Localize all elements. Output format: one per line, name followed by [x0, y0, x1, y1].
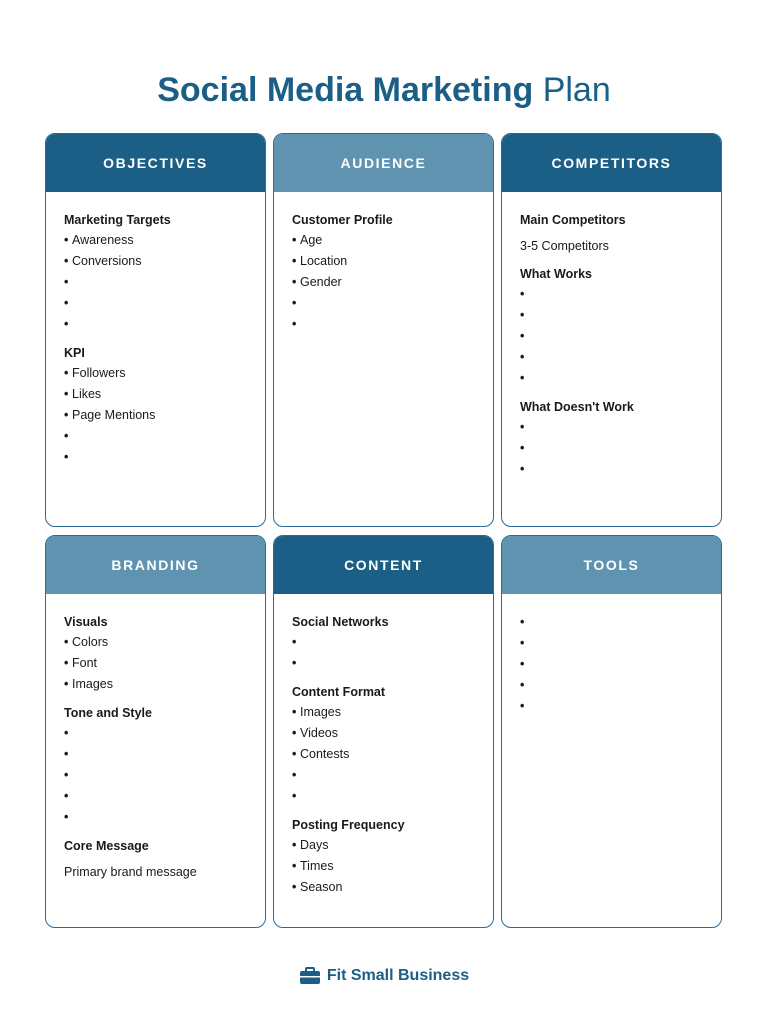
- list-item-text: Conversions: [72, 254, 142, 268]
- bullet-icon: •: [520, 441, 525, 455]
- bullet-icon: •: [64, 317, 69, 331]
- list-item: [64, 251, 249, 272]
- list-item: [520, 612, 705, 633]
- list-item-text: Images: [300, 705, 341, 719]
- list-item: [292, 765, 477, 786]
- section-heading: Core Message: [64, 839, 149, 853]
- section-heading: Main Competitors: [520, 213, 626, 227]
- bullet-icon: •: [520, 462, 525, 476]
- bullet-icon: •: [292, 705, 297, 719]
- bullet-icon: •: [292, 726, 297, 740]
- bullet-icon: •: [64, 233, 69, 247]
- list-item: [64, 744, 249, 765]
- bullet-icon: •: [520, 678, 525, 692]
- bullet-icon: •: [64, 429, 69, 443]
- bullet-icon: •: [292, 789, 297, 803]
- content-card: [273, 535, 494, 928]
- bullet-icon: •: [64, 768, 69, 782]
- bullet-icon: •: [292, 768, 297, 782]
- bullet-icon: •: [64, 366, 69, 380]
- bullet-icon: •: [520, 636, 525, 650]
- list-item: [64, 384, 249, 405]
- list-item: [292, 744, 477, 765]
- list-item: [64, 786, 249, 807]
- list-item: [64, 314, 249, 335]
- list-item: [292, 877, 477, 898]
- card-header-tools: TOOLS: [502, 536, 721, 594]
- bullet-icon: •: [292, 859, 297, 873]
- list-item: [520, 459, 705, 480]
- bullet-icon: •: [292, 747, 297, 761]
- list-item: [520, 633, 705, 654]
- list-item-text: Location: [300, 254, 348, 268]
- bullet-icon: •: [292, 838, 297, 852]
- bullet-icon: •: [520, 350, 525, 364]
- section-heading: Visuals: [64, 615, 108, 629]
- section-text: Primary brand message: [64, 865, 197, 879]
- bullet-icon: •: [292, 317, 297, 331]
- section-heading: KPI: [64, 346, 85, 360]
- list-item: [520, 675, 705, 696]
- bullet-icon: •: [64, 635, 69, 649]
- card-header-branding: BRANDING: [46, 536, 265, 594]
- list-item: [292, 702, 477, 723]
- card-body: [274, 594, 493, 898]
- section-heading: What Doesn't Work: [520, 400, 634, 414]
- list-item: [292, 632, 477, 653]
- objectives-card: [45, 133, 266, 527]
- list-item-text: Images: [72, 677, 113, 691]
- section-heading: What Works: [520, 267, 592, 281]
- list-item-text: Followers: [72, 366, 126, 380]
- section-heading: Customer Profile: [292, 213, 393, 227]
- card-header-competitors: COMPETITORS: [502, 134, 721, 192]
- list-item: [64, 426, 249, 447]
- list-item: [292, 786, 477, 807]
- list-item-text: Contests: [300, 747, 350, 761]
- bullet-icon: •: [520, 308, 525, 322]
- list-item: [520, 305, 705, 326]
- list-item: [64, 653, 249, 674]
- bullet-icon: •: [520, 329, 525, 343]
- list-item: [520, 326, 705, 347]
- list-item: [520, 284, 705, 305]
- list-item: [64, 230, 249, 251]
- section-heading: Content Format: [292, 685, 386, 699]
- bullet-icon: •: [520, 420, 525, 434]
- bullet-icon: •: [64, 408, 69, 422]
- footer-brand-name: Fit Small Business: [326, 967, 470, 984]
- list-item-text: Font: [72, 656, 98, 670]
- list-item: [64, 272, 249, 293]
- list-item-text: Age: [300, 233, 323, 247]
- list-item: [292, 251, 477, 272]
- card-body: [46, 594, 265, 882]
- bullet-icon: •: [64, 387, 69, 401]
- bullet-icon: •: [292, 296, 297, 310]
- list-item: [64, 765, 249, 786]
- list-item-text: Season: [300, 880, 343, 894]
- section-heading: Posting Frequency: [292, 818, 405, 832]
- bullet-icon: •: [64, 789, 69, 803]
- list-item: [292, 856, 477, 877]
- bullet-icon: •: [520, 371, 525, 385]
- list-item: [520, 347, 705, 368]
- list-item: [520, 438, 705, 459]
- list-item: [292, 293, 477, 314]
- bullet-icon: •: [64, 296, 69, 310]
- card-header-objectives: OBJECTIVES: [46, 134, 265, 192]
- list-item: [64, 632, 249, 653]
- card-body: [502, 192, 721, 480]
- card-body: [274, 192, 493, 335]
- card-header-content: CONTENT: [274, 536, 493, 594]
- bullet-icon: •: [64, 275, 69, 289]
- bullet-icon: •: [64, 747, 69, 761]
- list-item-text: Gender: [300, 275, 342, 289]
- bullet-icon: •: [520, 615, 525, 629]
- list-item-text: Times: [300, 859, 334, 873]
- section-heading: Tone and Style: [64, 706, 152, 720]
- bullet-icon: •: [64, 450, 69, 464]
- bullet-icon: •: [292, 880, 297, 894]
- section-heading: Marketing Targets: [64, 213, 171, 227]
- bullet-icon: •: [292, 254, 297, 268]
- page-title: [0, 68, 768, 112]
- list-item: [292, 653, 477, 674]
- list-item: [64, 405, 249, 426]
- list-item: [64, 723, 249, 744]
- bullet-icon: •: [520, 699, 525, 713]
- card-body: [502, 594, 721, 717]
- bullet-icon: •: [64, 810, 69, 824]
- competitors-card: [501, 133, 722, 527]
- bullet-icon: •: [64, 677, 69, 691]
- card-header-audience: AUDIENCE: [274, 134, 493, 192]
- briefcase-icon: [299, 967, 321, 985]
- audience-card: [273, 133, 494, 527]
- list-item: [292, 314, 477, 335]
- list-item: [64, 293, 249, 314]
- bullet-icon: •: [64, 656, 69, 670]
- list-item: [64, 807, 249, 828]
- list-item: [292, 272, 477, 293]
- list-item: [64, 447, 249, 468]
- bullet-icon: •: [292, 233, 297, 247]
- page-title-light: Plan: [542, 71, 611, 109]
- footer-brand: [0, 967, 768, 985]
- bullet-icon: •: [292, 656, 297, 670]
- list-item: [520, 654, 705, 675]
- list-item: [520, 696, 705, 717]
- list-item: [64, 674, 249, 695]
- bullet-icon: •: [292, 275, 297, 289]
- list-item-text: Days: [300, 838, 329, 852]
- list-item: [292, 230, 477, 251]
- bullet-icon: •: [64, 254, 69, 268]
- list-item: [292, 835, 477, 856]
- list-item-text: Colors: [72, 635, 109, 649]
- bullet-icon: •: [64, 726, 69, 740]
- bullet-icon: •: [520, 287, 525, 301]
- list-item-text: Awareness: [72, 233, 134, 247]
- section-text: 3-5 Competitors: [520, 239, 609, 253]
- section-heading: Social Networks: [292, 615, 389, 629]
- list-item-text: Page Mentions: [72, 408, 156, 422]
- card-body: [46, 192, 265, 468]
- list-item: [292, 723, 477, 744]
- list-item-text: Likes: [72, 387, 102, 401]
- list-item: [520, 368, 705, 389]
- branding-card: [45, 535, 266, 928]
- bullet-icon: •: [520, 657, 525, 671]
- list-item: [64, 363, 249, 384]
- list-item: [520, 417, 705, 438]
- page-title-bold: Social Media Marketing: [157, 71, 534, 109]
- tools-card: [501, 535, 722, 928]
- list-item-text: Videos: [300, 726, 338, 740]
- bullet-icon: •: [292, 635, 297, 649]
